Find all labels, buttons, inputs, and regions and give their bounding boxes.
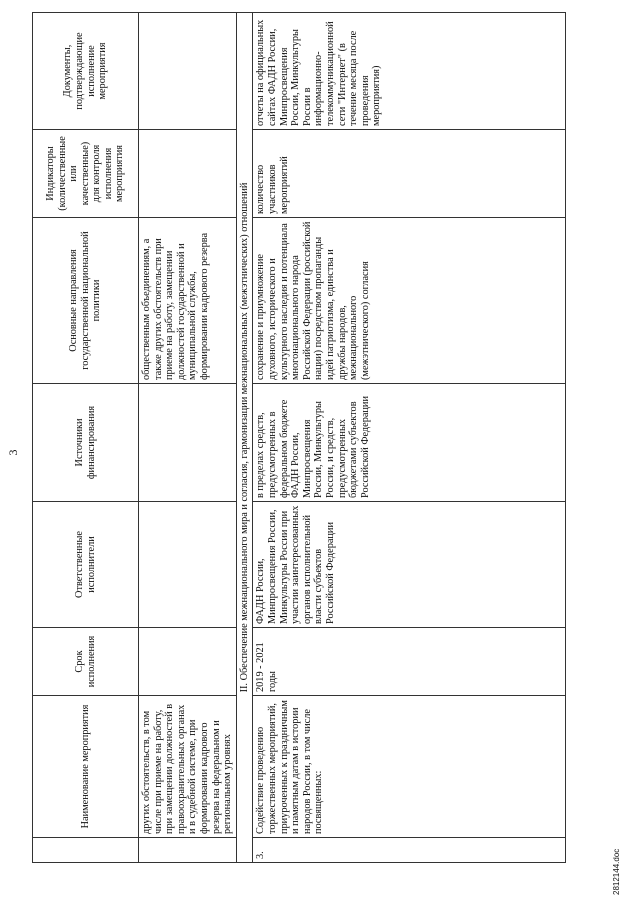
header-documents: Документы, подтверждающие исполнение мероприятия <box>33 13 139 130</box>
header-executors: Ответственные исполнители <box>33 502 139 628</box>
header-number <box>33 838 139 863</box>
prev-name: других обстоятельств, в том числе при приеме на работу, при замещении должностей в правоохранительных органах и в судебной системе, при формировании кадрового резерва на федеральном и региональном уровнях <box>139 696 237 838</box>
header-directions: Основные направления государственной национальной политики <box>33 218 139 384</box>
prev-documents <box>139 13 237 130</box>
prev-executors <box>139 502 237 628</box>
document-id: 2812144.doc <box>612 848 621 895</box>
header-financing: Источники финансирования <box>33 384 139 502</box>
header-name: Наименование мероприятия <box>33 696 139 838</box>
row-executors: ФАДН России, Минпросвещения России, Минкультуры России при участии заинтересованных органов исполнительной власти субъектов Российской Федерации <box>253 502 566 628</box>
row-name: Содействие проведению торжественных мероприятий, приуроченных к праздничным и памятным датам в истории народов России, в том числе посвященных: <box>253 696 566 838</box>
row-directions: сохранение и приумножение духовного, исторического и культурного наследия и потенциала многонационального народа Российской Федерации (российской нации) посредством пропаганды идей патриотизма, единства и дружбы народов, межнационального (межэтнического) согласия <box>253 218 566 384</box>
page-number: 3 <box>6 449 20 456</box>
row-documents: отчеты на официальных сайтах ФАДН России, Минпросвещения России, Минкультуры России в информационно-телекоммуникационной сети "Интернет" (в течение месяца после проведения мероприятия) <box>253 13 566 130</box>
prev-indicators <box>139 130 237 218</box>
section-row <box>236 13 253 863</box>
section-title: II. Обеспечение межнационального мира и согласия, гармонизации межнациональных (межэтнических) отношений <box>236 13 253 863</box>
row-term: 2019 - 2021 годы <box>253 628 566 696</box>
measures-table <box>32 12 566 863</box>
header-row <box>33 13 139 863</box>
prev-directions: общественным объединениям, а также других обстоятельств при приеме на работу, замещении должностей государственной и муниципальной службы, формировании кадрового резерва <box>139 218 237 384</box>
row-financing: в пределах средств, предусмотренных в федеральном бюджете ФАДН России, Минпросвещения России, Минкультуры России, и средств, предусмотренных бюджетами субъектов Российской Федерации <box>253 384 566 502</box>
prev-number <box>139 838 237 863</box>
row-indicators: количество участников мероприятий <box>253 130 566 218</box>
row-number: 3. <box>253 838 566 863</box>
prev-term <box>139 628 237 696</box>
prev-financing <box>139 384 237 502</box>
header-indicators: Индикаторы (количественные или качественные) для контроля исполнения мероприятия <box>33 130 139 218</box>
header-term: Срок исполнения <box>33 628 139 696</box>
continued-row <box>139 13 237 863</box>
table-row <box>253 13 566 863</box>
